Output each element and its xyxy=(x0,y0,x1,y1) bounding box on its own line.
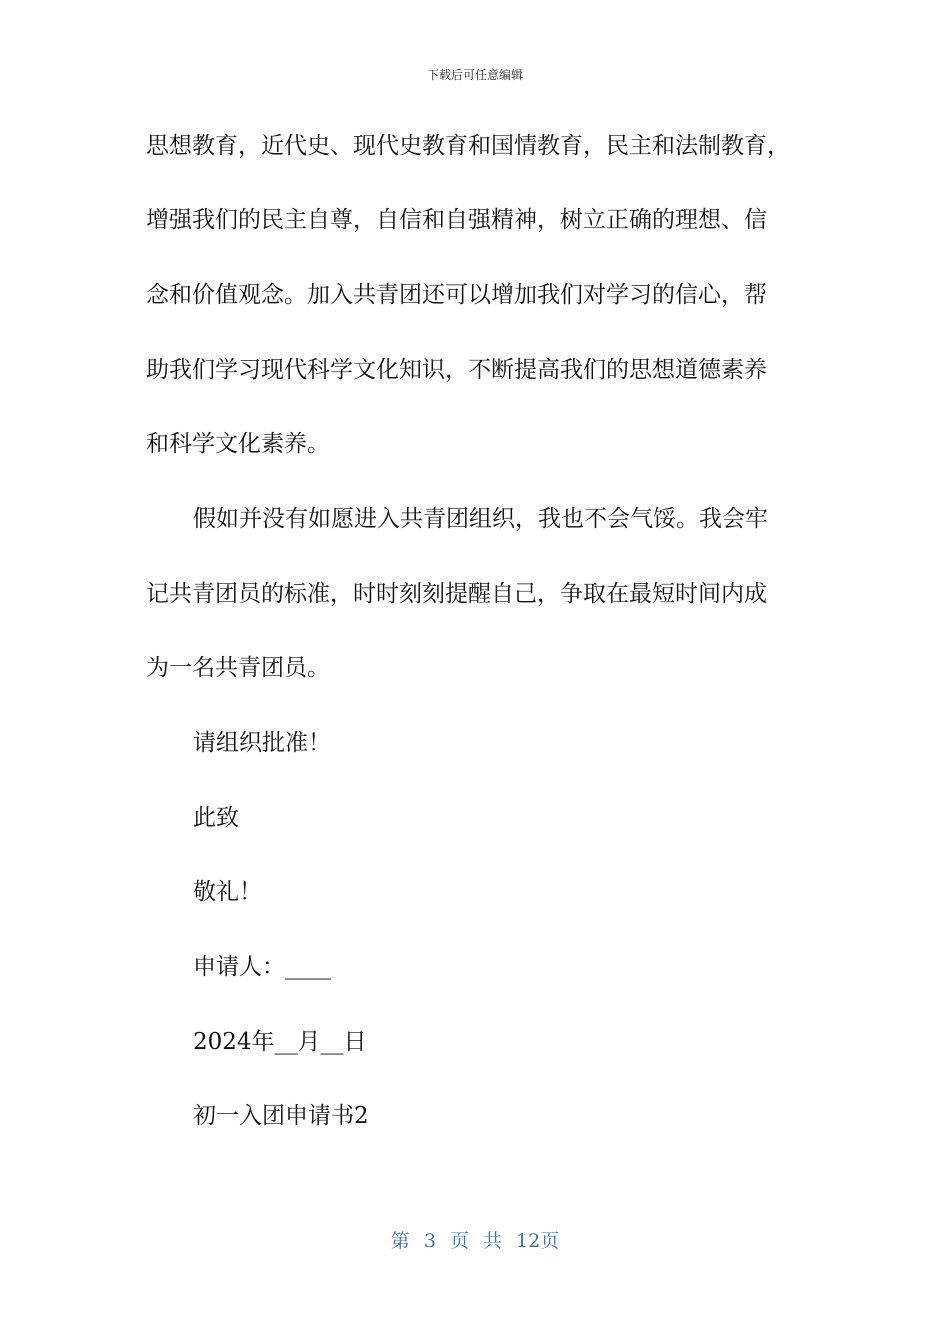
next-section-title: 初一入团申请书2 xyxy=(193,1103,369,1129)
closing-request: 请组织批准！ xyxy=(193,730,331,756)
body-line-2: 增强我们的民主自尊，自信和自强精神，树立正确的理想、信 xyxy=(146,207,767,233)
body-line-5: 和科学文化素养。 xyxy=(146,431,330,457)
body-line-8: 为一名共青团员。 xyxy=(146,655,330,681)
applicant-line: 申请人：____ xyxy=(193,954,331,980)
body-line-1: 思想教育，近代史、现代史教育和国情教育，民主和法制教育， xyxy=(146,133,790,159)
closing-salutation: 此致 xyxy=(193,805,239,831)
page-number: 第 3 页 共 12页 xyxy=(390,1230,560,1252)
body-line-3: 念和价值观念。加入共青团还可以增加我们对学习的信心，帮 xyxy=(146,282,767,308)
date-line: 2024年__月__日 xyxy=(193,1029,367,1055)
body-line-6: 假如并没有如愿进入共青团组织，我也不会气馁。我会牢 xyxy=(193,506,768,532)
body-line-4: 助我们学习现代科学文化知识，不断提高我们的思想道德素养 xyxy=(146,357,767,383)
closing-regards: 敬礼！ xyxy=(193,879,262,905)
body-line-7: 记共青团员的标准，时时刻刻提醒自己，争取在最短时间内成 xyxy=(146,581,767,607)
header-note: 下载后可任意编辑 xyxy=(426,68,523,82)
